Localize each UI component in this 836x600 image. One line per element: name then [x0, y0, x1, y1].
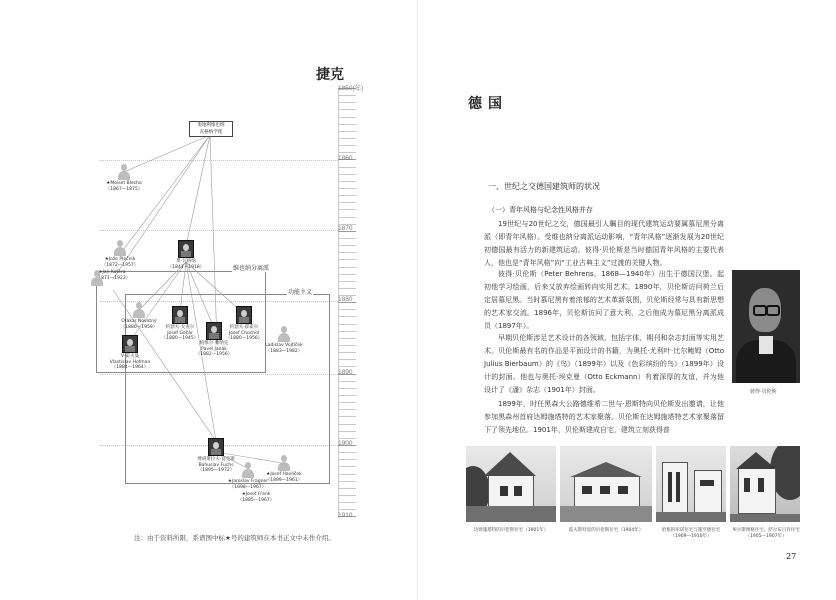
timeline-tick: [338, 366, 356, 367]
behrens-portrait-photo: [732, 270, 800, 383]
body-text-early-work: [484, 332, 724, 397]
timeline-tick: [338, 309, 356, 310]
timeline-tick: [338, 188, 356, 189]
photo-ground: [466, 506, 556, 522]
section-heading: 一、世纪之交德国建筑师的状况: [488, 182, 600, 191]
person-years: （1899—1961）: [265, 477, 303, 483]
person-node: [226, 492, 286, 503]
person-years: （1880—1956）: [225, 336, 263, 341]
person-name: ★Josef Frank: [241, 492, 271, 497]
person-name: Ladislav Vojtíček: [265, 343, 303, 348]
person-node: [262, 326, 306, 354]
timeline-tick: [338, 174, 356, 175]
person-photo-icon: [208, 438, 224, 456]
photo-window: [758, 478, 764, 492]
right-page: [418, 0, 836, 600]
timeline-tick: [338, 109, 356, 110]
subsection-heading: （一）青年风格与纪念性风格并存: [488, 206, 593, 214]
timeline-tick: [338, 481, 356, 482]
timeline-tick: [338, 402, 356, 403]
person-silhouette-icon: [117, 164, 131, 180]
person-sub-name: Josef Chochol: [228, 330, 260, 336]
person-years: （1867—1875）: [105, 186, 143, 192]
person-silhouette-icon: [113, 240, 127, 256]
photo-caption: 达姆施塔特的贝伦斯住宅（1901年）: [473, 528, 549, 533]
person-sub-name: Bohuslav Fuchs: [198, 462, 234, 468]
building-photo-3: [656, 446, 726, 522]
person-node: [226, 462, 270, 490]
timeline-tick: [338, 95, 356, 96]
timeline-tick: [338, 502, 356, 503]
photo-window: [582, 486, 592, 494]
person-name: 博胡斯拉夫·富克斯: [197, 457, 235, 462]
timeline-tick: [338, 359, 356, 360]
timeline-tick: [338, 438, 356, 439]
photo-ground: [730, 514, 800, 522]
timeline-tick: [338, 431, 356, 432]
timeline-tick: [338, 352, 356, 353]
timeline-tick: [338, 509, 356, 510]
person-name: ★Jaroslav Fragner: [227, 479, 269, 484]
building-photo-2: [560, 446, 652, 522]
timeline-tick: [338, 381, 356, 382]
person-name: 约瑟夫·霍霍尔: [229, 325, 259, 330]
person-node: [222, 306, 266, 342]
timeline-tick: [338, 388, 356, 389]
person-name: ★Josef Havlíček: [266, 472, 302, 477]
country-title-czech: 捷克: [316, 67, 344, 83]
person-years: （1882—1956）: [195, 352, 233, 357]
person-node: [108, 335, 152, 371]
person-sub-name: Josef Gočár: [167, 330, 193, 336]
person-name: Otakar Novotný: [121, 319, 157, 324]
paragraph: 早期贝伦斯涉足艺术设计的各领域，包括字体、期刊和杂志封面等实用艺术。贝伦斯最有名的作品是平面设计的书籍，为奥托·尤利叶·比尔鲍姆（Otto Julius Bierbaum）的《鸟》（1899年）以及《色彩缤纷的鸟》（1899年）设计的封面。他也与奥托·埃克曼（Otto Eckmann）有着深厚的友谊，并为他设计了《潘》杂志（1901年）封面。: [484, 334, 724, 394]
person-years: （1895—1972）: [197, 468, 235, 473]
person-sub-name: Vlastislav Hofman: [109, 359, 151, 365]
person-silhouette-icon: [277, 455, 291, 471]
person-silhouette-icon: [277, 326, 291, 342]
timeline-tick: [338, 117, 356, 118]
timeline-tick: [338, 138, 356, 139]
portrait-caption: 彼得·贝伦斯: [750, 389, 777, 395]
person-years: （1883—1982）: [265, 348, 303, 354]
person-silhouette-icon: [132, 302, 146, 318]
person-node: [164, 240, 208, 270]
root-node-wagner-school: [189, 121, 233, 137]
person-photo-icon: [122, 335, 138, 353]
glasses-icon: [753, 305, 767, 316]
timeline-tick: [338, 316, 356, 317]
person-years: （1871—1923）: [93, 275, 131, 281]
timeline-tick: [338, 324, 356, 325]
person-name: ★Moiset Blecha: [106, 181, 142, 186]
photo-window: [744, 478, 750, 492]
photo-window: [500, 486, 508, 496]
timeline-tick: [338, 238, 356, 239]
timeline-tick: [338, 274, 356, 275]
body-text-darmstadt: [484, 398, 724, 437]
photo-window: [676, 472, 680, 502]
person-years: （1898—1967）: [229, 484, 267, 490]
photo-window: [700, 480, 714, 486]
person-photo-icon: [236, 306, 252, 324]
year-gridline: [100, 230, 338, 231]
paragraph: 彼得·贝伦斯（Peter Behrens，1868—1940年）出生于德国汉堡。起初他学习绘画，后来又放弃绘画转向实用艺术。1890年，贝伦斯访问荷兰后定居慕尼黑。当时慕尼黑有着浓郁的艺术革新氛围，贝伦斯经常与具有新思想的艺术家交流。1896年，贝伦斯访问了意大利，之后他成为慕尼黑分离派成员（1897年）。: [484, 270, 724, 330]
photo-window: [668, 472, 672, 502]
year-label: 1870: [338, 225, 353, 232]
year-label: 1890: [338, 369, 353, 376]
timeline-tick: [338, 181, 356, 182]
timeline-tick: [338, 331, 356, 332]
country-title-germany: 德国: [468, 96, 508, 112]
person-name: V·霍夫曼: [120, 354, 139, 359]
photo-roof: [736, 452, 776, 469]
photo-caption: 霍夫斯特恩的贝伦斯住宅（1904年）: [568, 528, 644, 533]
person-years: （1884—1964）: [111, 365, 149, 370]
person-years: （1880—1945）: [161, 336, 199, 341]
paragraph: 19世纪与20世纪之交，德国最引人瞩目的现代建筑运动要属慕尼黑分离派（即青年风格）。受维也纳分离派运动影响，“青年风格”逐渐发展为20世纪初德国最有活力的新建筑运动。彼得·贝伦斯是当时德国青年风格的主要代表人，他也是“青年风格”向“工业古典主义”过渡的关键人物。: [484, 220, 724, 267]
photo-ground: [560, 506, 652, 522]
functionalism-group-label: 功能主义: [288, 289, 313, 296]
timeline-tick: [338, 395, 356, 396]
timeline-tick: [338, 474, 356, 475]
timeline-tick: [338, 267, 356, 268]
photo-building: [662, 462, 688, 514]
photo-ground: [656, 512, 726, 522]
timeline-tick: [338, 209, 356, 210]
body-text-behrens: [484, 268, 724, 333]
timeline-tick: [338, 488, 356, 489]
timeline-tick: [338, 452, 356, 453]
photo-roof: [570, 462, 642, 477]
person-years: （1841—1918）: [167, 264, 205, 270]
person-name: 帕维尔·雅纳克: [199, 341, 229, 346]
person-photo-icon: [172, 306, 188, 324]
portrait-collar: [759, 336, 773, 354]
person-years: （1872—1957）: [101, 262, 139, 268]
person-name: 奥·瓦格纳: [176, 259, 196, 264]
glasses-icon: [766, 305, 780, 316]
year-label: 1880: [338, 296, 353, 303]
photo-window: [618, 486, 628, 494]
photo-caption: 哈根的库诺住宅与施罗德住宅（1909—1910年）: [661, 528, 721, 539]
photo-window: [600, 486, 610, 494]
person-silhouette-icon: [241, 462, 255, 478]
timeline-tick: [338, 288, 356, 289]
year-gridline: [100, 160, 338, 161]
secession-group-label: 维也纳分离派: [233, 265, 270, 272]
person-node: [98, 240, 142, 268]
paragraph: 1899年，时任黑森大公路德维希二世与·恩斯特向贝伦斯发出邀请，让他参加黑森州首府达姆施塔特的艺术家聚落。贝伦斯在达姆施塔特艺术家聚落留下了领先地位。1901年，贝伦斯建成自宅，建筑立刻获得普: [484, 400, 724, 434]
timeline-tick: [338, 345, 356, 346]
footnote: 注：由于资料所限，系谱图中标★号的建筑师在本书正文中未作介绍。: [134, 534, 335, 542]
photo-building: [694, 470, 722, 514]
timeline-tick: [338, 102, 356, 103]
person-name: 约瑟夫·戈查尔: [165, 325, 195, 330]
person-photo-icon: [178, 240, 194, 258]
timeline-tick: [338, 245, 356, 246]
year-label: 1850(年): [338, 85, 364, 92]
person-name: ★Jože Plečnik: [104, 257, 136, 262]
timeline-tick: [338, 495, 356, 496]
timeline-tick: [338, 338, 356, 339]
timeline-tick: [338, 416, 356, 417]
person-years: （1885—1967）: [237, 497, 275, 503]
timeline-tick: [338, 252, 356, 253]
root-node-label: 奥地利维也纳 瓦格纳学派: [197, 123, 225, 135]
timeline-tick: [338, 217, 356, 218]
photo-window: [514, 486, 522, 496]
timeline-tick: [338, 131, 356, 132]
timeline-tick: [338, 459, 356, 460]
timeline-tick: [338, 152, 356, 153]
page-number: 27: [786, 552, 797, 561]
person-photo-icon: [206, 322, 222, 340]
person-node: [90, 270, 134, 281]
timeline-tick: [338, 409, 356, 410]
person-node: [102, 164, 146, 192]
building-photo-1: [466, 446, 556, 522]
photo-caption: 埃尔斯博格住宅、萨尔布吕肯住宅（1905—1907年）: [732, 528, 800, 539]
timeline-tick: [338, 202, 356, 203]
year-label: 1860: [338, 155, 353, 162]
year-label: 1910: [338, 512, 353, 519]
building-photo-4: [730, 446, 800, 522]
timeline-tick: [338, 466, 356, 467]
timeline-tick: [338, 124, 356, 125]
person-node: [117, 302, 161, 330]
year-label: 1900: [338, 440, 353, 447]
person-sub-name: Pavel Janák: [201, 346, 227, 352]
person-name: ★Jan Kotěra: [98, 270, 126, 275]
timeline-tick: [338, 281, 356, 282]
timeline-tick: [338, 259, 356, 260]
timeline-tick: [338, 167, 356, 168]
body-text-upper: [484, 218, 724, 270]
timeline-tick: [338, 195, 356, 196]
timeline-tick: [338, 145, 356, 146]
photo-roof: [484, 452, 536, 476]
person-years: （1880—1959）: [120, 324, 158, 330]
timeline-tick: [338, 424, 356, 425]
